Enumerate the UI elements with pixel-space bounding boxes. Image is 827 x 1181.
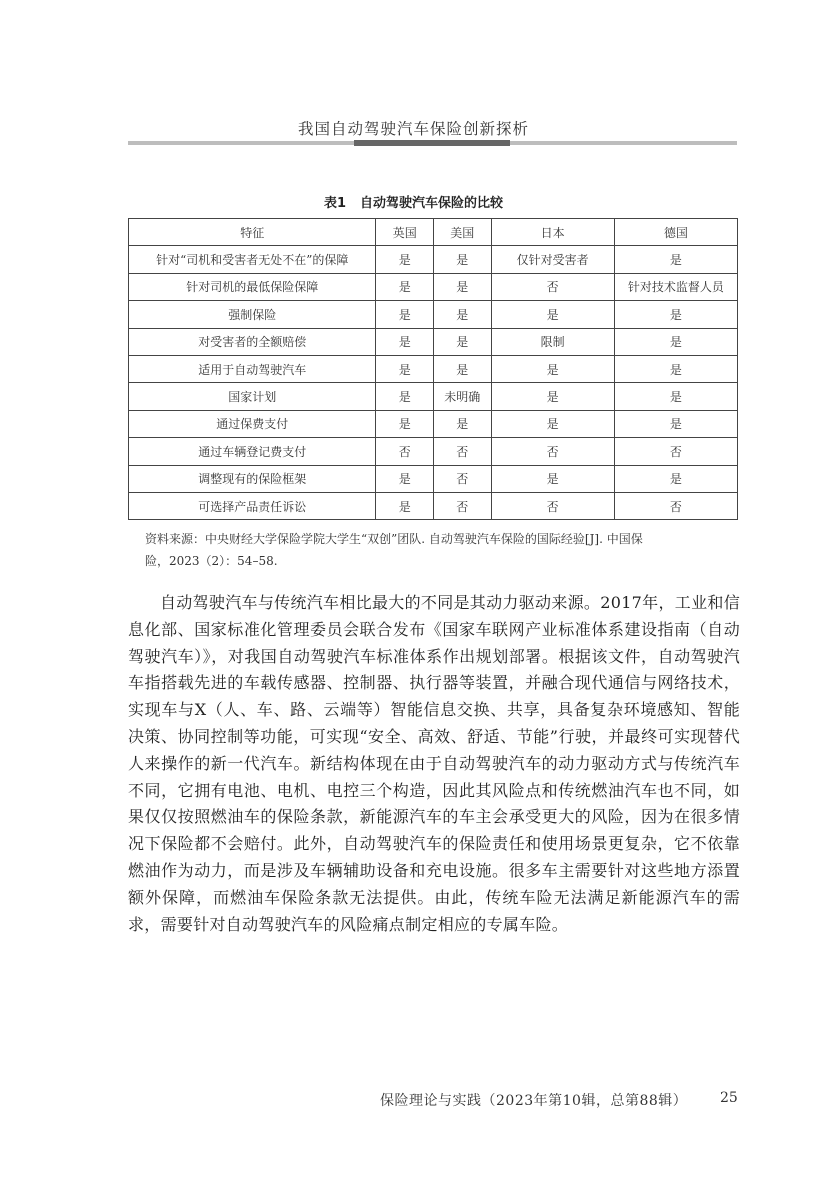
table-cell: 否 (491, 273, 614, 300)
table-row (129, 410, 738, 437)
body-paragraph: 自动驾驶汽车与传统汽车相比最大的不同是其动力驱动来源。2017年，工业和信息化部、国家标准化管理委员会联合发布《国家车联网产业标准体系建设指南（自动驾驶汽车）》，对我国自动驾驶汽车标准体系作出规划部署。根据该文件，自动驾驶汽车指搭载先进的车载传感器、控制器、执行器等装置，并融合现代通信与网络技术，实现车与X（人、车、路、云端等）智能信息交换、共享，具备复杂环境感知、智能决策、协同控制等功能，可实现“安全、高效、舒适、节能”行驶，并最终可实现替代人来操作的新一代汽车。新结构体现在由于自动驾驶汽车的动力驱动方式与传统汽车不同，它拥有电池、电机、电控三个构造，因此其风险点和传统燃油汽车也不同，如果仅仅按照燃油车的保险条款，新能源汽车的车主会承受更大的风险，因为在很多情况下保险都不会赔付。此外，自动驾驶汽车的保险责任和使用场景更复杂，它不依靠燃油作为动力，而是涉及车辆辅助设备和充电设施。很多车主需要针对这些地方添置额外保障，而燃油车保险条款无法提供。由此，传统车险无法满足新能源汽车的需求，需要针对自动驾驶汽车的风险痛点制定相应的专属车险。 (128, 593, 740, 934)
table-cell: 是 (434, 355, 492, 382)
table-cell: 是 (376, 328, 434, 355)
table-cell: 是 (614, 465, 737, 492)
table-cell: 否 (434, 465, 492, 492)
table-cell: 强制保险 (129, 301, 376, 328)
table-cell: 否 (434, 438, 492, 465)
table-row (129, 328, 738, 355)
table-cell: 是 (614, 383, 737, 410)
table-header-row (129, 219, 738, 246)
table-cell: 调整现有的保险框架 (129, 465, 376, 492)
table-header-cell: 日本 (491, 219, 614, 246)
table-cell: 否 (491, 438, 614, 465)
table-body (129, 246, 738, 520)
table-header-cell: 特征 (129, 219, 376, 246)
table-cell: 通过保费支付 (129, 410, 376, 437)
table-cell: 是 (434, 273, 492, 300)
table-cell: 国家计划 (129, 383, 376, 410)
table-cell: 是 (614, 355, 737, 382)
table-cell: 是 (491, 410, 614, 437)
table-cell: 针对司机的最低保险保障 (129, 273, 376, 300)
table-cell: 通过车辆登记费支付 (129, 438, 376, 465)
table-cell: 未明确 (434, 383, 492, 410)
table-cell: 是 (376, 355, 434, 382)
table-cell: 限制 (491, 328, 614, 355)
table-cell: 是 (614, 410, 737, 437)
table-cell: 是 (614, 246, 737, 273)
table-caption (0, 192, 827, 211)
table-cell: 否 (614, 492, 737, 519)
table-cell: 否 (376, 438, 434, 465)
table-cell: 是 (614, 301, 737, 328)
table-cell: 是 (434, 301, 492, 328)
table-cell: 是 (434, 246, 492, 273)
table-row (129, 383, 738, 410)
table-cell: 是 (434, 410, 492, 437)
table-cell: 针对技术监督人员 (614, 273, 737, 300)
table-cell: 是 (491, 383, 614, 410)
table-caption-number: 表1 (323, 196, 347, 211)
table-row (129, 355, 738, 382)
table-cell: 是 (491, 355, 614, 382)
running-header-title: 我国自动驾驶汽车保险创新探析 (297, 120, 529, 138)
table-source-note (145, 528, 741, 572)
table-cell: 是 (491, 301, 614, 328)
table-row (129, 438, 738, 465)
table-cell: 否 (491, 492, 614, 519)
table-cell: 适用于自动驾驶汽车 (129, 355, 376, 382)
table-cell: 仅针对受害者 (491, 246, 614, 273)
source-line-2: 险，2023（2）：54–58. (145, 554, 278, 568)
table-row (129, 301, 738, 328)
footer-journal-title: 保险理论与实践（2023年第10辑，总第88辑） (380, 1093, 688, 1109)
table-cell: 是 (376, 492, 434, 519)
page-number: 25 (720, 1090, 738, 1106)
table-row (129, 246, 738, 273)
table-row (129, 465, 738, 492)
comparison-table (128, 218, 738, 520)
header-rule-accent (354, 140, 510, 146)
table-caption-title: 自动驾驶汽车保险的比较 (360, 196, 504, 211)
source-line-1: 资料来源：中央财经大学保险学院大学生“双创”团队. 自动驾驶汽车保险的国际经验[J]. 中国保 (145, 532, 643, 546)
table-cell: 对受害者的全额赔偿 (129, 328, 376, 355)
table-cell: 是 (376, 410, 434, 437)
table-cell: 是 (434, 328, 492, 355)
table-cell: 可选择产品责任诉讼 (129, 492, 376, 519)
table-header-cell: 英国 (376, 219, 434, 246)
table-cell: 是 (491, 465, 614, 492)
table-cell: 是 (376, 273, 434, 300)
table-row (129, 273, 738, 300)
table-cell: 是 (376, 465, 434, 492)
table-cell: 否 (434, 492, 492, 519)
table-header-cell: 美国 (434, 219, 492, 246)
table-cell: 是 (614, 328, 737, 355)
table-cell: 否 (614, 438, 737, 465)
table-row (129, 492, 738, 519)
table-cell: 针对“司机和受害者无处不在”的保障 (129, 246, 376, 273)
table-cell: 是 (376, 246, 434, 273)
table-cell: 是 (376, 301, 434, 328)
table-cell: 是 (376, 383, 434, 410)
table-header-cell: 德国 (614, 219, 737, 246)
